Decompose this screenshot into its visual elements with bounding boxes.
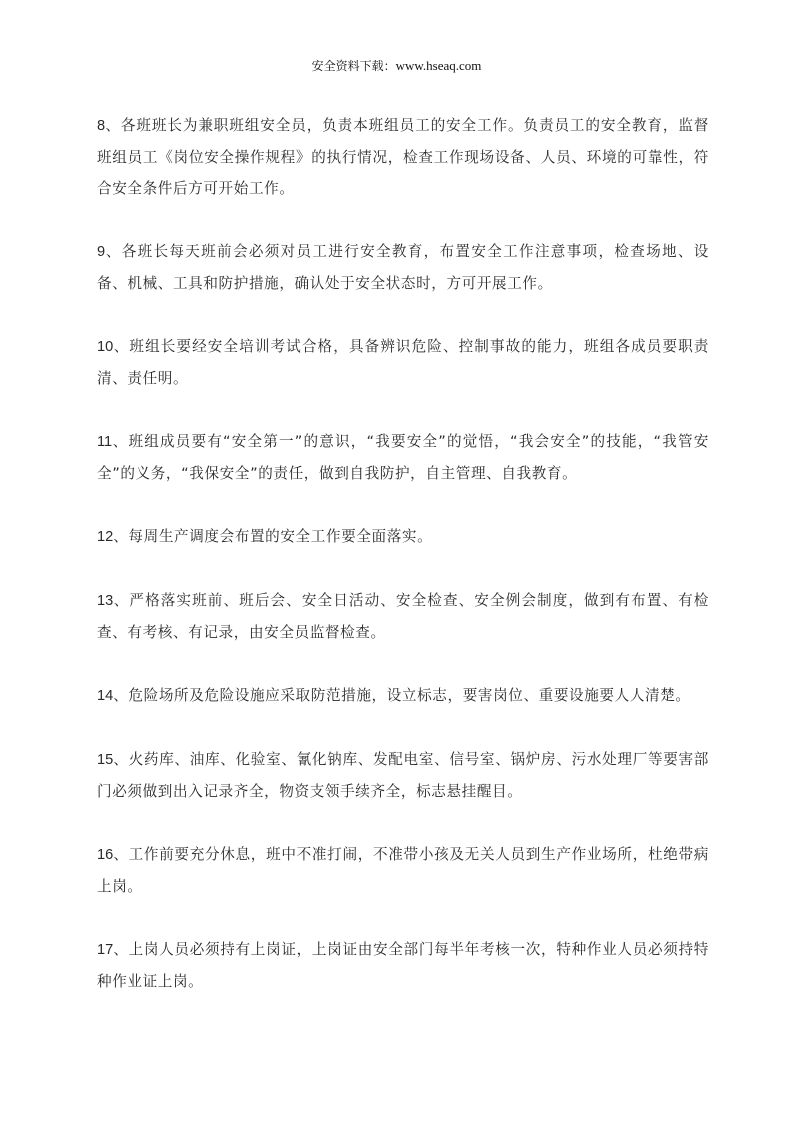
paragraph-11 <box>97 426 709 489</box>
paragraph-number: 14 <box>97 688 114 704</box>
paragraph-number: 13 <box>97 593 114 609</box>
paragraph-text: 、火药库、油库、化验室、氰化钠库、发配电室、信号室、锅炉房、污水处理厂等要害部门必须做到出入记录齐全，物资支领手续齐全，标志悬挂醒目。 <box>97 751 709 800</box>
header-label: 安全资料下载： <box>311 59 396 73</box>
paragraph-text: 、上岗人员必须持有上岗证，上岗证由安全部门每半年考核一次，特种作业人员必须持特种作业证上岗。 <box>97 941 709 990</box>
paragraph-text: 、班组长要经安全培训考试合格，具备辨识危险、控制事故的能力，班组各成员要职责清、责任明。 <box>97 338 709 387</box>
paragraph-number: 9 <box>97 244 106 260</box>
paragraph-number: 16 <box>97 847 114 863</box>
paragraph-14 <box>97 680 709 712</box>
paragraph-text: 、危险场所及危险设施应采取防范措施，设立标志，要害岗位、重要设施要人人清楚。 <box>113 687 691 704</box>
paragraph-number: 8 <box>97 118 106 134</box>
paragraph-15 <box>97 744 709 807</box>
paragraph-10 <box>97 331 709 394</box>
paragraph-number: 12 <box>97 529 114 545</box>
paragraph-text: 、每周生产调度会布置的安全工作要全面落实。 <box>113 528 433 545</box>
paragraph-text: 、严格落实班前、班后会、安全日活动、安全检查、安全例会制度，做到有布置、有检查、有考核、有记录，由安全员监督检查。 <box>97 592 709 641</box>
paragraph-text: 、班组成员要有“安全第一”的意识，“我要安全”的觉悟，“我会安全”的技能，“我管安全”的义务，“我保安全”的责任，做到自我防护，自主管理、自我教育。 <box>97 433 709 482</box>
page-header <box>0 58 793 74</box>
paragraph-number: 11 <box>97 434 113 450</box>
paragraph-number: 10 <box>97 339 114 355</box>
paragraph-16 <box>97 839 709 902</box>
paragraph-text: 、工作前要充分休息，班中不准打闹，不准带小孩及无关人员到生产作业场所，杜绝带病上岗。 <box>97 846 709 895</box>
paragraph-13 <box>97 585 709 648</box>
paragraph-text: 、各班长每天班前会必须对员工进行安全教育，布置安全工作注意事项，检查场地、设备、机械、工具和防护措施，确认处于安全状态时，方可开展工作。 <box>97 243 709 292</box>
paragraph-number: 15 <box>97 752 114 768</box>
paragraph-9 <box>97 236 709 299</box>
document-body <box>97 110 709 1029</box>
paragraph-text: 、各班班长为兼职班组安全员，负责本班组员工的安全工作。负责员工的安全教育，监督班组员工《岗位安全操作规程》的执行情况，检查工作现场设备、人员、环境的可靠性，符合安全条件后方可开始工作。 <box>97 117 709 197</box>
header-site-link[interactable]: www.hseaq.com <box>395 58 482 73</box>
paragraph-17 <box>97 934 709 997</box>
paragraph-8 <box>97 110 709 204</box>
paragraph-12 <box>97 521 709 553</box>
paragraph-number: 17 <box>97 942 114 958</box>
